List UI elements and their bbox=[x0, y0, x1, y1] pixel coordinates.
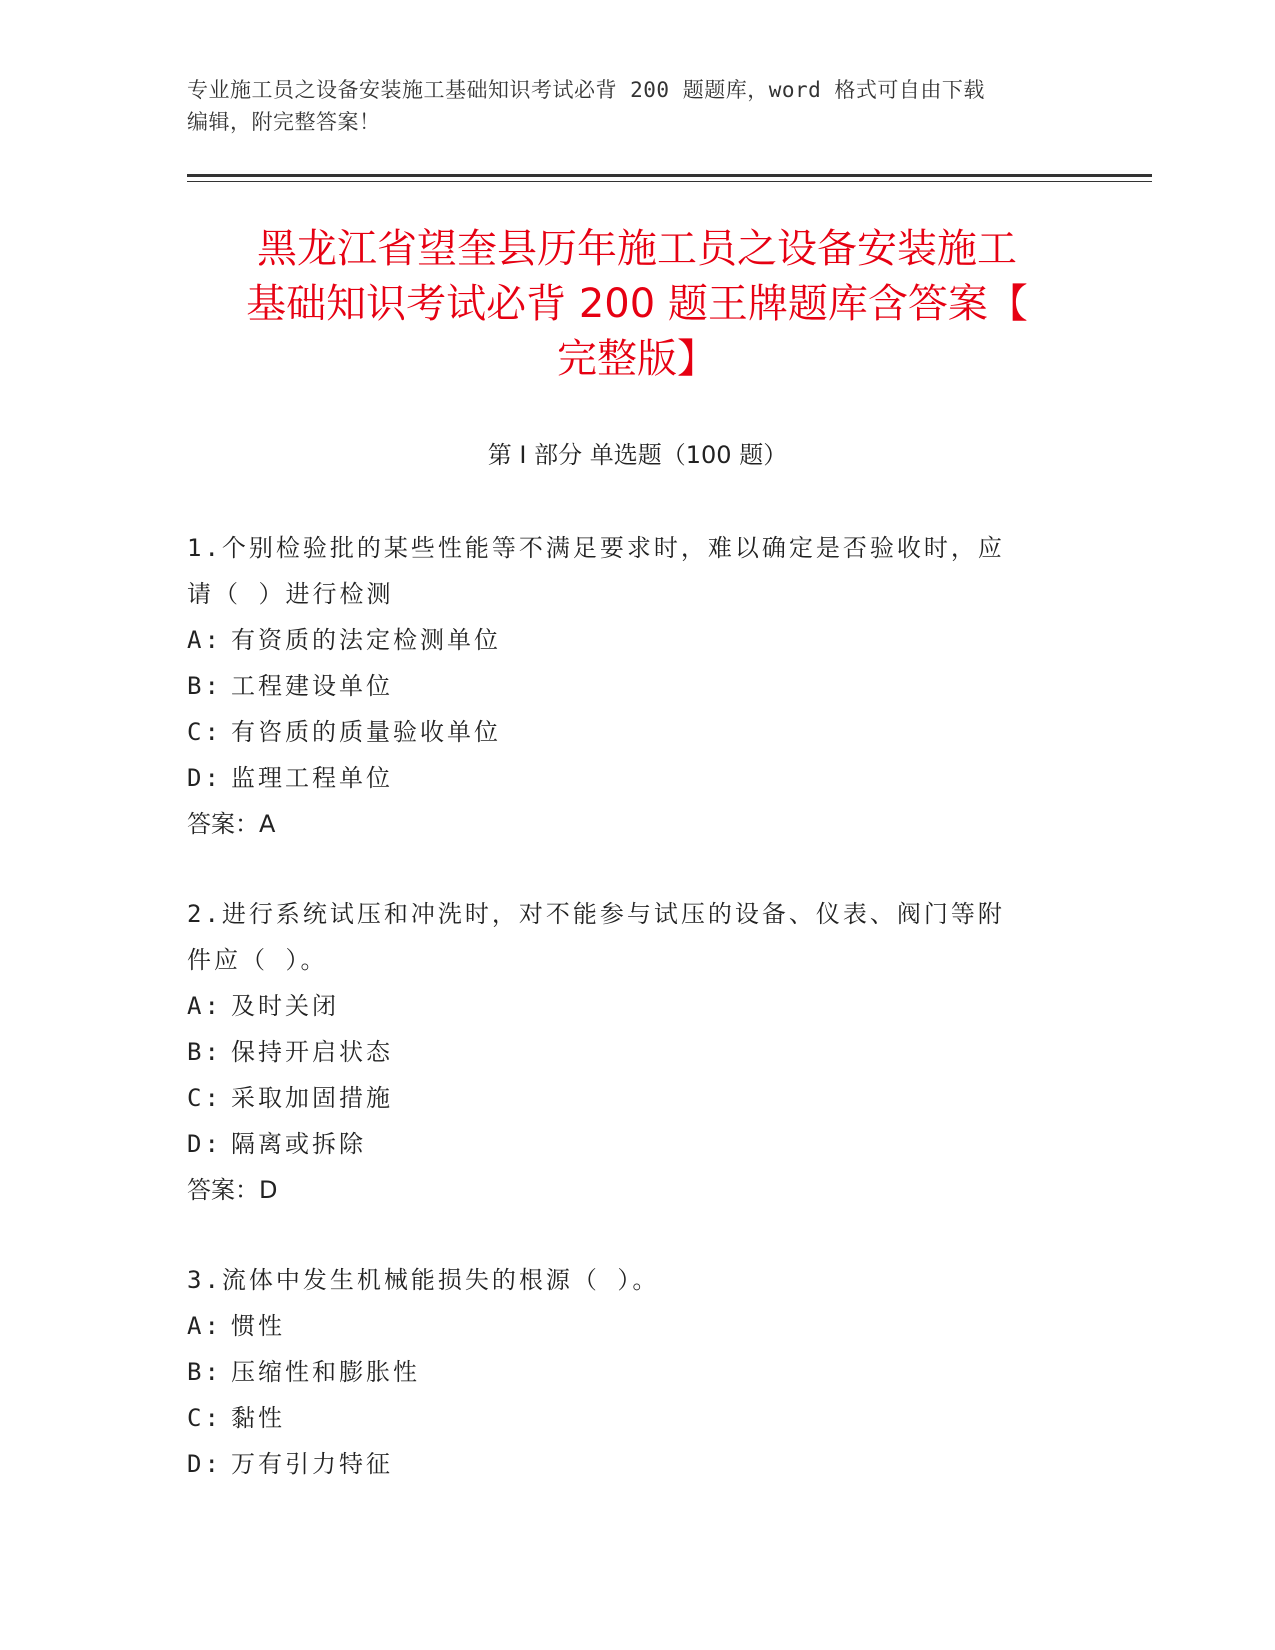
option-key: A: bbox=[187, 992, 222, 1020]
option-key: C: bbox=[187, 718, 222, 746]
question-stem bbox=[187, 1257, 1067, 1303]
option-b bbox=[187, 1029, 1067, 1075]
option-a bbox=[187, 983, 1067, 1029]
option-key: D: bbox=[187, 764, 222, 792]
option-text: 工程建设单位 bbox=[231, 672, 393, 700]
option-d bbox=[187, 1441, 1067, 1487]
option-text: 保持开启状态 bbox=[231, 1038, 393, 1066]
option-c bbox=[187, 1395, 1067, 1441]
question-2 bbox=[187, 891, 1067, 1213]
question-stem bbox=[187, 525, 1067, 617]
document-title-line3: 完整版】 bbox=[557, 336, 717, 382]
option-text: 万有引力特征 bbox=[231, 1450, 393, 1478]
option-c bbox=[187, 1075, 1067, 1121]
option-text: 采取加固措施 bbox=[231, 1084, 393, 1112]
question-3 bbox=[187, 1257, 1067, 1487]
option-key: A: bbox=[187, 1312, 222, 1340]
question-stem-line1: 2.进行系统试压和冲洗时，对不能参与试压的设备、仪表、阀门等附 bbox=[187, 900, 1005, 928]
option-text: 惯性 bbox=[231, 1312, 285, 1340]
option-d bbox=[187, 755, 1067, 801]
header-note-line2: 编辑，附完整答案！ bbox=[187, 110, 381, 134]
document-title bbox=[187, 222, 1087, 387]
option-text: 隔离或拆除 bbox=[231, 1130, 366, 1158]
header-note bbox=[187, 74, 1067, 138]
option-text: 有资质的法定检测单位 bbox=[231, 626, 501, 654]
question-stem-line1: 3.流体中发生机械能损失的根源（ ）。 bbox=[187, 1266, 660, 1294]
option-text: 有咨质的质量验收单位 bbox=[231, 718, 501, 746]
document-title-line2: 基础知识考试必背 200 题王牌题库含答案【 bbox=[246, 281, 1028, 327]
option-c bbox=[187, 709, 1067, 755]
option-b bbox=[187, 663, 1067, 709]
option-key: C: bbox=[187, 1084, 222, 1112]
option-a bbox=[187, 617, 1067, 663]
header-divider-thick bbox=[187, 174, 1152, 177]
question-stem bbox=[187, 891, 1067, 983]
option-key: D: bbox=[187, 1130, 222, 1158]
option-key: A: bbox=[187, 626, 222, 654]
option-text: 及时关闭 bbox=[231, 992, 339, 1020]
section-heading: 第 I 部分 单选题（100 题） bbox=[487, 441, 788, 469]
answer-line: 答案：A bbox=[187, 810, 276, 838]
question-stem-line2: 请（ ）进行检测 bbox=[187, 580, 394, 608]
answer-line: 答案：D bbox=[187, 1176, 278, 1204]
option-key: B: bbox=[187, 672, 222, 700]
option-text: 压缩性和膨胀性 bbox=[231, 1358, 420, 1386]
question-stem-line1: 1.个别检验批的某些性能等不满足要求时，难以确定是否验收时，应 bbox=[187, 534, 1005, 562]
option-a bbox=[187, 1303, 1067, 1349]
question-1 bbox=[187, 525, 1067, 847]
option-text: 黏性 bbox=[231, 1404, 285, 1432]
option-key: C: bbox=[187, 1404, 222, 1432]
option-b bbox=[187, 1349, 1067, 1395]
header-divider-thin bbox=[187, 181, 1152, 182]
question-list bbox=[187, 525, 1067, 1531]
option-key: B: bbox=[187, 1038, 222, 1066]
option-text: 监理工程单位 bbox=[231, 764, 393, 792]
option-key: B: bbox=[187, 1358, 222, 1386]
document-title-line1: 黑龙江省望奎县历年施工员之设备安装施工 bbox=[257, 226, 1017, 272]
question-stem-line2: 件应（ ）。 bbox=[187, 946, 328, 974]
header-note-line1: 专业施工员之设备安装施工基础知识考试必背 200 题题库，word 格式可自由下载 bbox=[187, 78, 985, 102]
option-d bbox=[187, 1121, 1067, 1167]
option-key: D: bbox=[187, 1450, 222, 1478]
